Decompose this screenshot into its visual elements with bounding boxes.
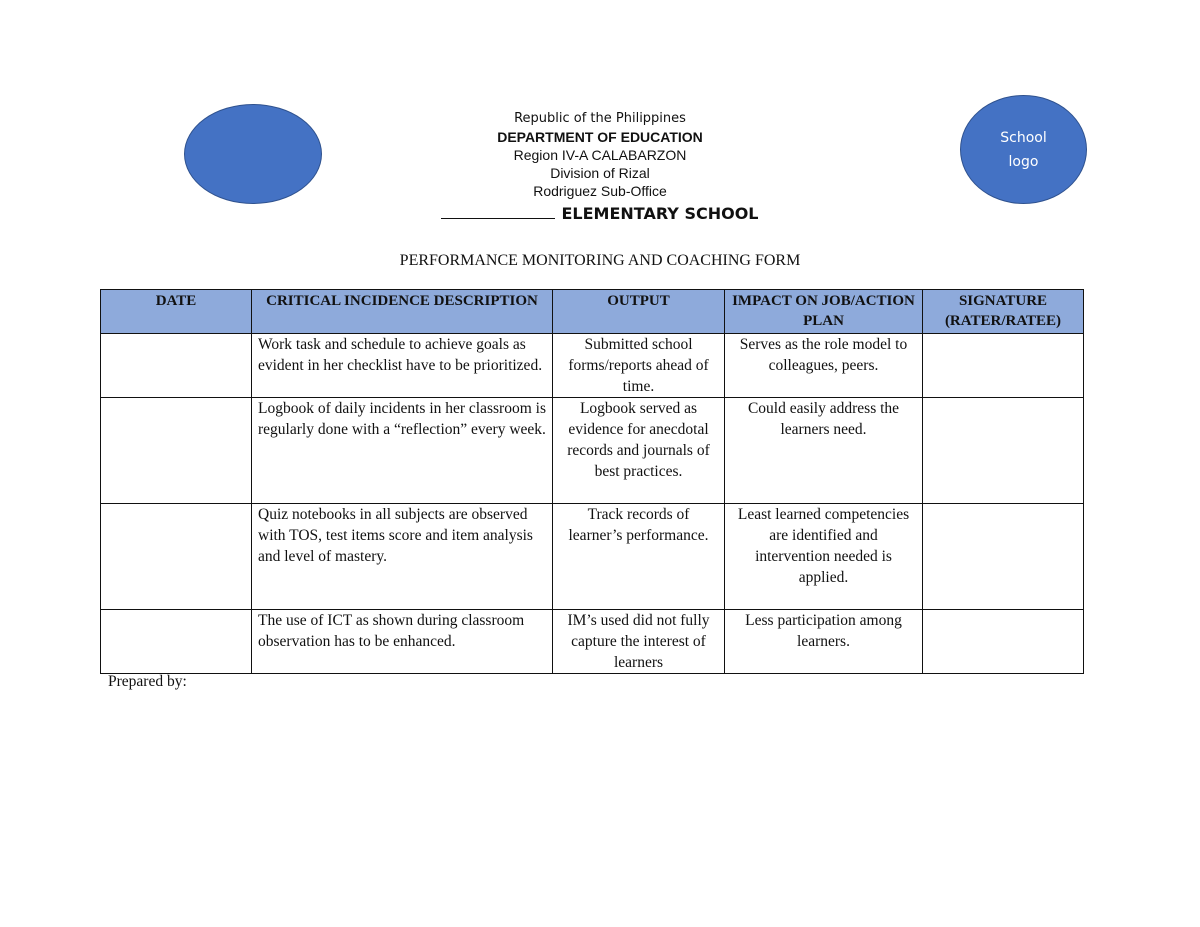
description-cell: Quiz notebooks in all subjects are observed with TOS, test items score and item analysis and level of mastery. (252, 504, 553, 610)
output-cell: IM’s used did not fully capture the interest of learners (553, 610, 725, 674)
letterhead (400, 110, 800, 224)
date-cell[interactable] (101, 398, 252, 504)
col-header-impact: IMPACT ON JOB/ACTION PLAN (725, 290, 923, 334)
table-row (101, 398, 1084, 504)
department-line: DEPARTMENT OF EDUCATION (497, 129, 703, 145)
school-logo-label: School logo (1000, 129, 1047, 170)
description-cell: Work task and schedule to achieve goals as evident in her checklist have to be prioritized. (252, 334, 553, 398)
region-line: Region IV-A CALABARZON (513, 147, 687, 163)
signature-cell[interactable] (923, 610, 1084, 674)
table-row (101, 504, 1084, 610)
suboffice-line: Rodriguez Sub-Office (533, 183, 667, 199)
date-cell[interactable] (101, 334, 252, 398)
date-cell[interactable] (101, 610, 252, 674)
signature-cell[interactable] (923, 398, 1084, 504)
impact-cell: Least learned competencies are identified and intervention needed is applied. (725, 504, 923, 610)
table-row (101, 610, 1084, 674)
output-cell: Logbook served as evidence for anecdotal records and journals of best practices. (553, 398, 725, 504)
col-header-output: OUTPUT (553, 290, 725, 334)
republic-line: Republic of the Philippines (514, 111, 686, 126)
school-name-blank[interactable] (441, 217, 555, 219)
date-cell[interactable] (101, 504, 252, 610)
school-suffix: ELEMENTARY SCHOOL (561, 204, 759, 223)
output-cell: Submitted school forms/reports ahead of time. (553, 334, 725, 398)
description-cell: Logbook of daily incidents in her classroom is regularly done with a “reflection” every week. (252, 398, 553, 504)
impact-cell: Could easily address the learners need. (725, 398, 923, 504)
description-cell: The use of ICT as shown during classroom observation has to be enhanced. (252, 610, 553, 674)
col-header-description: CRITICAL INCIDENCE DESCRIPTION (252, 290, 553, 334)
signature-cell[interactable] (923, 504, 1084, 610)
col-header-signature: SIGNATURE (RATER/RATEE) (923, 290, 1084, 334)
form-title: PERFORMANCE MONITORING AND COACHING FORM (399, 252, 801, 269)
school-logo-placeholder (960, 95, 1087, 204)
school-name-line (400, 204, 800, 224)
monitoring-table (100, 289, 1084, 674)
impact-cell: Serves as the role model to colleagues, peers. (725, 334, 923, 398)
table-row (101, 334, 1084, 398)
table-header-row (101, 290, 1084, 334)
prepared-by-label: Prepared by: (108, 673, 187, 690)
division-line: Division of Rizal (550, 165, 650, 181)
impact-cell: Less participation among learners. (725, 610, 923, 674)
signature-cell[interactable] (923, 334, 1084, 398)
col-header-date: DATE (101, 290, 252, 334)
left-logo-placeholder (184, 104, 322, 204)
output-cell: Track records of learner’s performance. (553, 504, 725, 610)
